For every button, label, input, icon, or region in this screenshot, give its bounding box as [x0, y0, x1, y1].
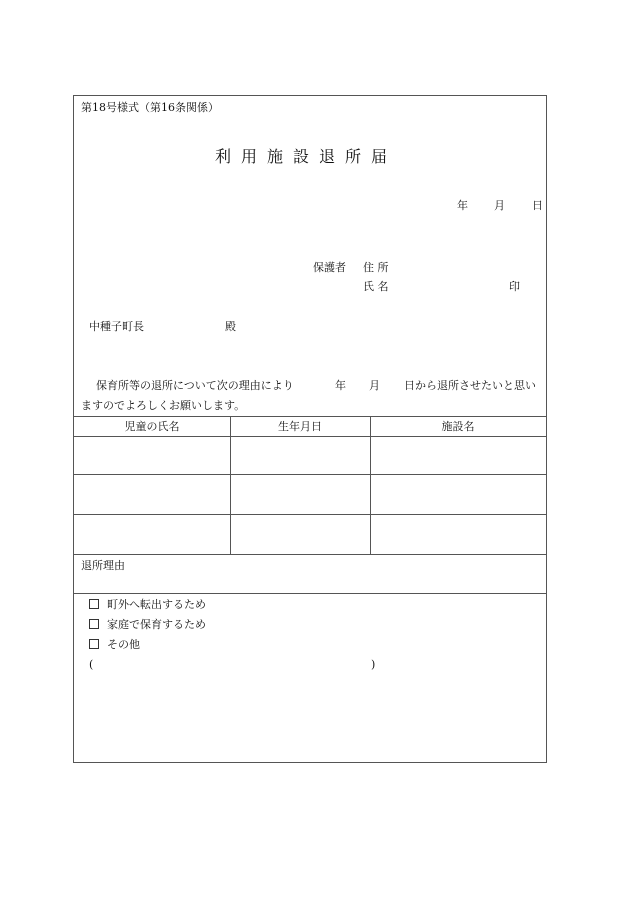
date-year-label: 年: [457, 199, 468, 212]
table-column-divider: [370, 416, 371, 554]
table-column-divider: [230, 416, 231, 554]
body-text-line1: 保育所等の退所について次の理由により: [96, 379, 294, 392]
body-month-label: 月: [369, 379, 380, 392]
other-reason-open-paren: (: [89, 658, 94, 671]
checkbox[interactable]: [89, 639, 99, 649]
body-text-line2: ますのでよろしくお願いします。: [81, 399, 246, 412]
checkbox[interactable]: [89, 599, 99, 609]
date-day-label: 日: [532, 199, 543, 212]
other-reason-close-paren: ): [371, 658, 376, 671]
form-number: 第18号様式（第16条関係）: [81, 101, 219, 114]
table-header-border: [74, 436, 546, 437]
table-bottom-border: [74, 554, 546, 555]
reason-divider: [74, 593, 546, 594]
reason-option-home-care[interactable]: 家庭で保育するため: [89, 619, 206, 630]
withdrawal-form: [73, 95, 547, 763]
guardian-name-label: 氏 名: [363, 280, 389, 293]
body-year-label: 年: [335, 379, 346, 392]
body-text-line1-end: 日から退所させたいと思い: [404, 379, 536, 392]
column-header-child-name: 児童の氏名: [124, 420, 180, 433]
seal-mark: 印: [509, 280, 520, 293]
guardian-address-label: 住 所: [363, 261, 389, 274]
form-title: 利用施設退所届: [215, 147, 398, 166]
column-header-facility: 施設名: [441, 420, 475, 433]
reason-option-moving[interactable]: 町外へ転出するため: [89, 599, 206, 610]
column-header-birthdate: 生年月日: [278, 420, 322, 433]
table-top-border: [74, 416, 546, 417]
reason-label: 退所理由: [81, 559, 125, 572]
checkbox[interactable]: [89, 619, 99, 629]
date-month-label: 月: [494, 199, 505, 212]
reason-option-other[interactable]: その他: [89, 639, 140, 650]
addressee-name: 中種子町長: [89, 320, 144, 333]
addressee-honorific: 殿: [225, 320, 236, 333]
table-row-border: [74, 514, 546, 515]
guardian-label: 保護者: [313, 261, 346, 274]
table-row-border: [74, 474, 546, 475]
